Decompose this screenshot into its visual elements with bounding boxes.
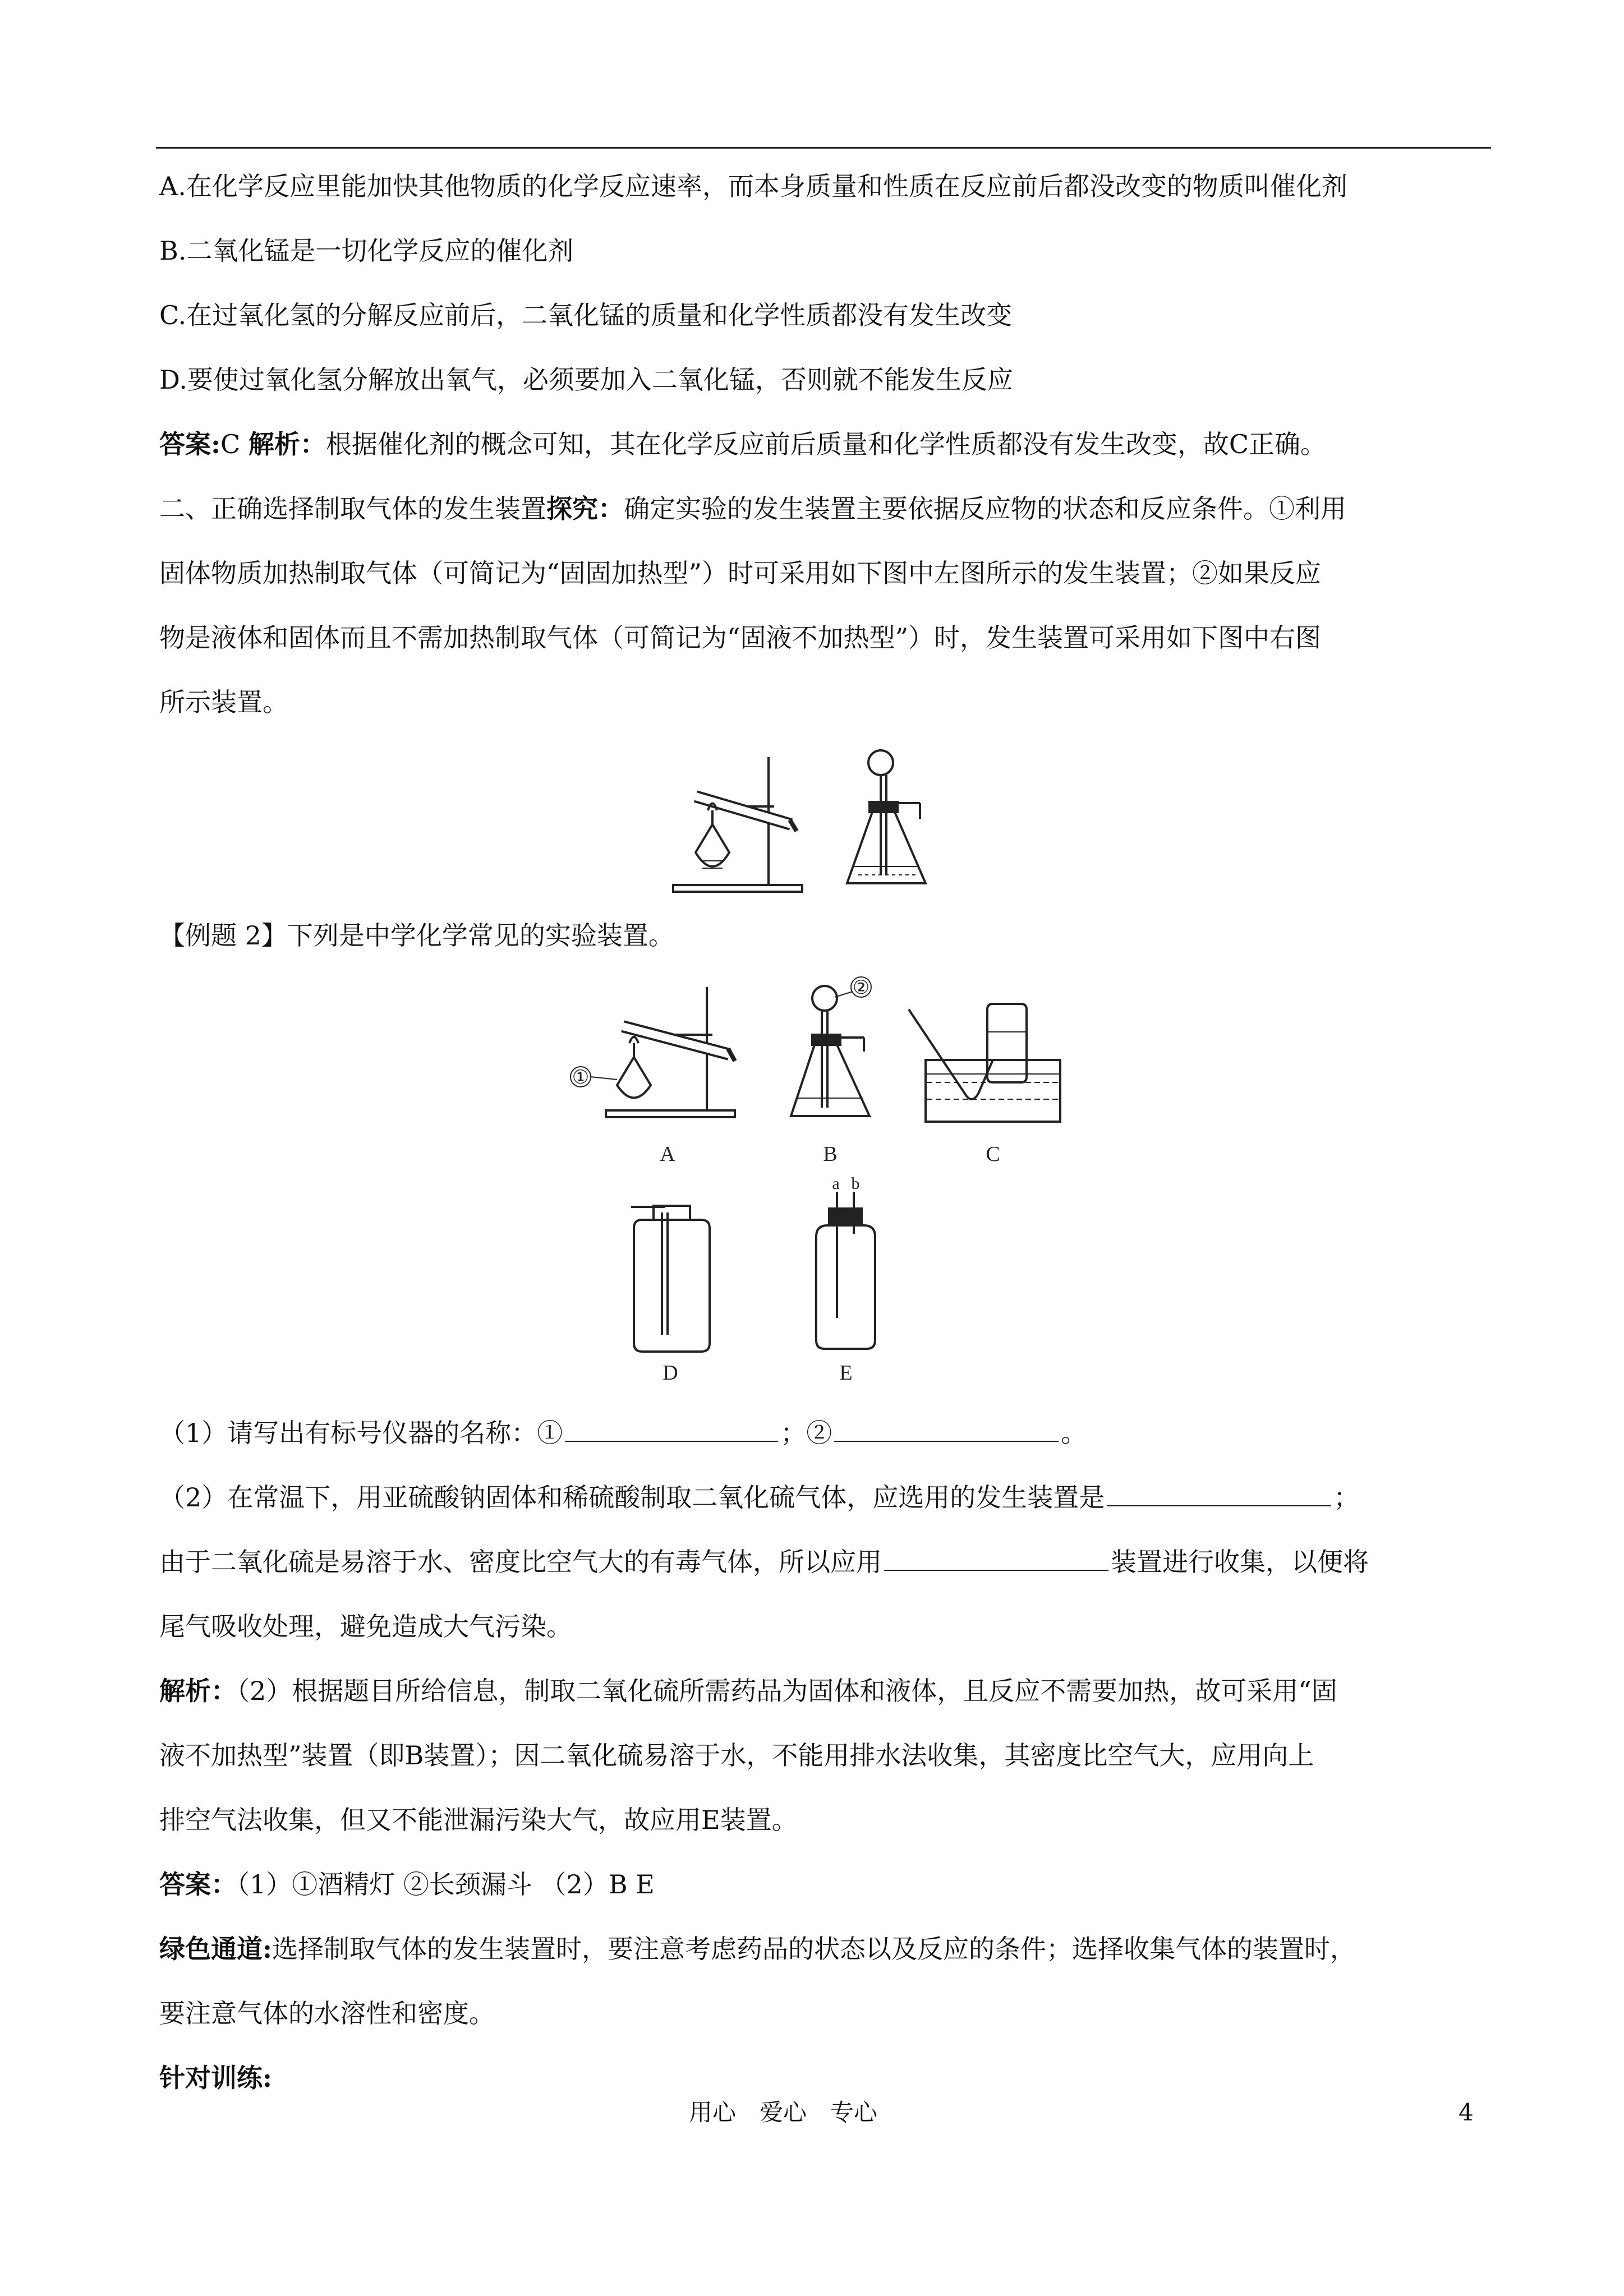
analysis-line-3: 排空气法收集，但又不能泄漏污染大气，故应用E装置。 bbox=[159, 1805, 798, 1835]
blank-2[interactable] bbox=[834, 1416, 1059, 1442]
footer-motto: 用心 爱心 专心 bbox=[689, 2099, 878, 2126]
label-circle-2: ② bbox=[852, 978, 870, 998]
section-2-heading: 二、正确选择制取气体的发生装置 bbox=[159, 494, 546, 524]
analysis-line-2: 液不加热型”装置（即B装置）；因二氧化硫易溶于水，不能用排水法收集，其密度比空气大，应用向上 bbox=[159, 1740, 1314, 1771]
apparatus-d-drawing bbox=[631, 1206, 710, 1352]
label-circle-1: ① bbox=[572, 1067, 590, 1088]
answer-choice: C bbox=[220, 429, 249, 459]
example-2-title: 【例题 2】下列是中学化学常见的实验装置。 bbox=[159, 920, 674, 951]
page-number: 4 bbox=[1459, 2099, 1474, 2126]
label-e: E bbox=[839, 1361, 853, 1385]
section-2-line-3: 物是液体和固体而且不需加热制取气体（可简记为“固液不加热型”）时，发生装置可采用如下图中右图 bbox=[159, 623, 1322, 653]
green-channel-label: 绿色通道: bbox=[159, 1934, 272, 1964]
analysis-label: 解析： bbox=[248, 429, 326, 459]
blank-3[interactable] bbox=[1107, 1481, 1331, 1506]
section-2-line-2: 固体物质加热制取气体（可简记为“固固加热型”）时可采用如下图中左图所示的发生装置；②如果反应 bbox=[159, 558, 1322, 588]
answer-1 bbox=[159, 427, 1494, 461]
option-d: D.要使过氧化氢分解放出氧气，必须要加入二氧化锰，否则就不能发生反应 bbox=[159, 365, 1013, 395]
blank-1[interactable] bbox=[565, 1416, 778, 1442]
answer-label: 答案: bbox=[159, 429, 220, 459]
apparatus-a-drawing bbox=[571, 987, 735, 1117]
blank-4[interactable] bbox=[884, 1545, 1108, 1571]
green-channel-line-2: 要注意气体的水溶性和密度。 bbox=[159, 1998, 495, 2028]
question-2-line-2: 由于二氧化硫是易溶于水、密度比空气大的有毒气体，所以应用 装置进行收集，以便将 bbox=[159, 1545, 1494, 1579]
solid-heating-apparatus-drawing bbox=[673, 757, 802, 892]
apparatus-e-drawing bbox=[816, 1192, 875, 1349]
label-b: B bbox=[823, 1142, 838, 1166]
question-1: （1）请写出有标号仪器的名称：① ；② 。 bbox=[159, 1416, 1494, 1450]
analysis-text: 根据催化剂的概念可知，其在化学反应前后质量和化学性质都没有发生改变，故C正确。 bbox=[325, 429, 1327, 459]
explore-label: 探究： bbox=[546, 494, 624, 524]
generator-apparatus-figure bbox=[662, 740, 965, 897]
option-a: A.在化学反应里能加快其他物质的化学反应速率，而本身质量和性质在反应前后都没改变的物质叫催化剂 bbox=[159, 171, 1347, 201]
lab-apparatus-figure bbox=[550, 970, 1077, 1385]
analysis-2-label: 解析： bbox=[159, 1676, 237, 1706]
tube-a-label: a bbox=[832, 1174, 840, 1193]
apparatus-c-drawing bbox=[909, 1004, 1060, 1122]
answer-2: 答案：（1）①酒精灯 ②长颈漏斗 （2）B E bbox=[159, 1869, 655, 1899]
analysis-line-1: 解析：（2）根据题目所给信息，制取二氧化硫所需药品为固体和液体，且反应不需要加热，故可采用“固 bbox=[159, 1676, 1337, 1706]
option-c: C.在过氧化氢的分解反应前后，二氧化锰的质量和化学性质都没有发生改变 bbox=[159, 300, 1013, 330]
label-a: A bbox=[660, 1142, 675, 1166]
section-2-line-4: 所示装置。 bbox=[159, 687, 288, 717]
answer-2-label: 答案： bbox=[159, 1869, 237, 1899]
option-b: B.二氧化锰是一切化学反应的催化剂 bbox=[159, 236, 574, 266]
section-2-line-1: 二、正确选择制取气体的发生装置探究：确定实验的发生装置主要依据反应物的状态和反应条件。①利用 bbox=[159, 494, 1346, 524]
question-2-line-3: 尾气吸收处理，避免造成大气污染。 bbox=[159, 1611, 572, 1642]
header-rule bbox=[156, 147, 1491, 149]
green-channel-line-1: 绿色通道:选择制取气体的发生装置时，要注意考虑药品的状态以及反应的条件；选择收集气体的装置时， bbox=[159, 1934, 1356, 1964]
label-d: D bbox=[663, 1361, 678, 1385]
question-2-line-1: （2）在常温下，用亚硫酸钠固体和稀硫酸制取二氧化硫气体，应选用的发生装置是 ； bbox=[159, 1481, 1494, 1514]
tube-b-label: b bbox=[851, 1174, 860, 1193]
training-heading: 针对训练: bbox=[159, 2063, 272, 2093]
label-c: C bbox=[986, 1142, 1000, 1166]
solid-liquid-apparatus-drawing bbox=[847, 750, 926, 883]
